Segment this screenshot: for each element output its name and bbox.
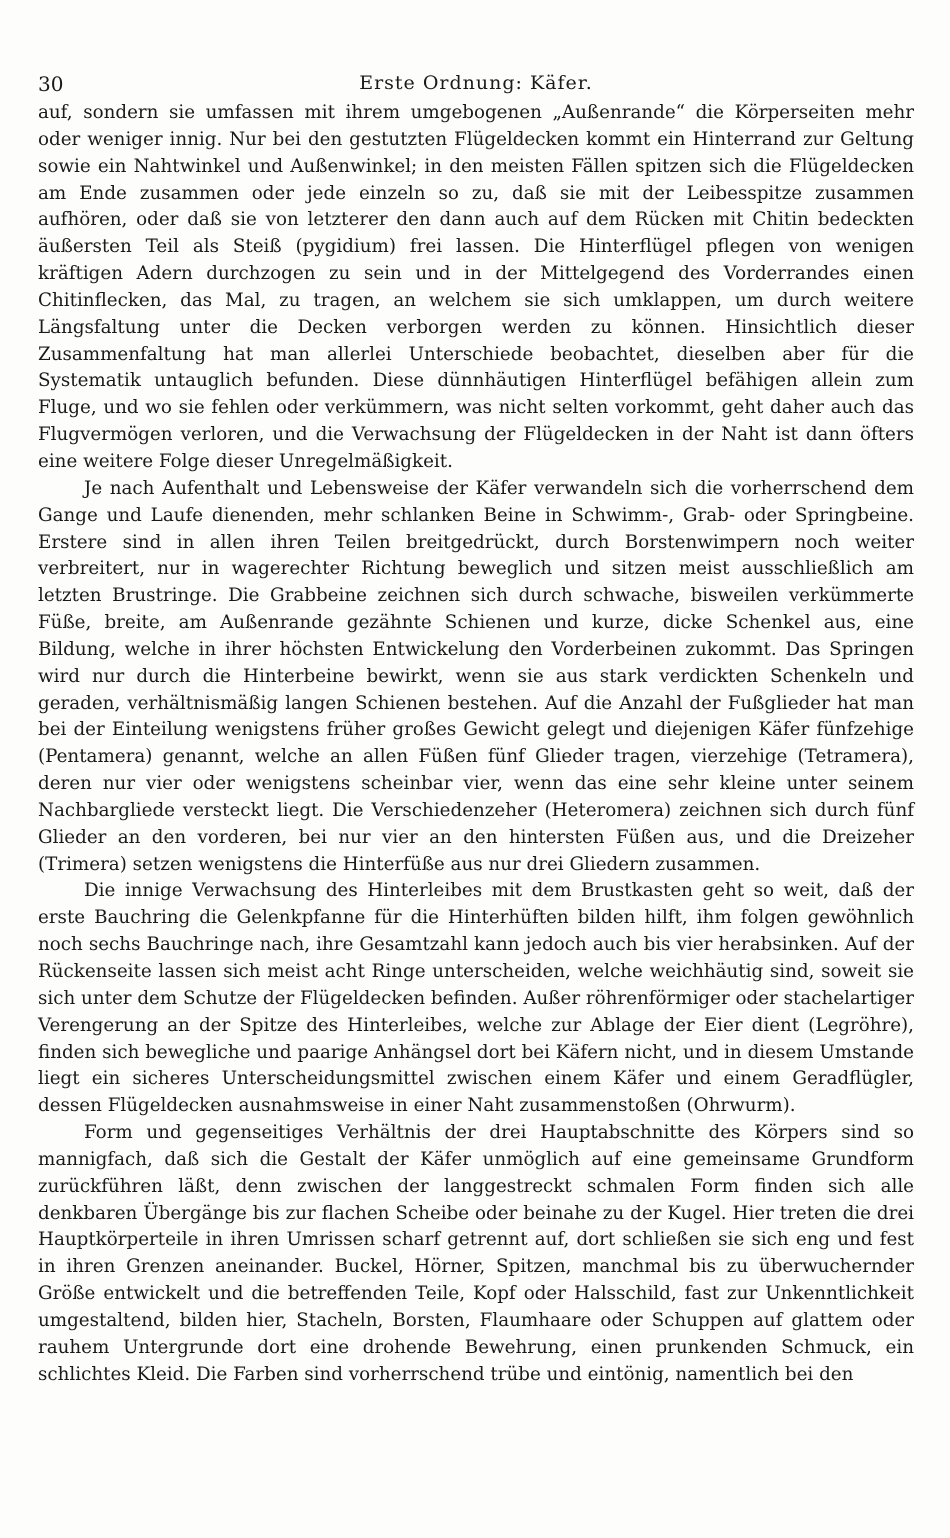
paragraph-continuation: auf, sondern sie umfassen mit ihrem umgebogenen „Außenrande“ die Körperseiten mehr oder weniger innig. Nur bei den gestutzten Flügeldecken kommt ein Hinterrand zur Geltung sowie ein Nahtwinkel und Außenwinkel; in den meisten Fällen spitzen sich die Flügeldecken am Ende zusammen oder jede einzeln so zu, daß sie mit der Leibesspitze zusammen aufhören, oder daß sie von letzterer den dann auch auf dem Rücken mit Chitin bedeckten äußersten Teil als Steiß (pygidium) frei lassen. Die Hinterflügel pflegen von wenigen kräftigen Adern durchzogen zu sein und in der Mittelgegend des Vorderrandes einen Chitinflecken, das Mal, zu tragen, an welchem sie sich umklappen, um durch weitere Längsfaltung unter die Decken verborgen werden zu können. Hinsichtlich dieser Zusammenfaltung hat man allerlei Unterschiede beobachtet, dieselben aber für die Systematik untauglich befunden. Diese dünnhäutigen Hinterflügel befähigen allein zum Fluge, und wo sie fehlen oder verkümmern, was nicht selten vorkommt, geht daher auch das Flugvermögen verloren, und die Verwachsung der Flügeldecken in der Naht ist dann öfters eine weitere Folge dieser Unregelmäßigkeit. — [38, 102, 914, 472]
paragraph-legs: Je nach Aufenthalt und Lebensweise der Käfer verwandeln sich die vorherrschend dem Gange und Laufe dienenden, mehr schlanken Beine in Schwimm-, Grab- oder Springbeine. Erstere sind in allen ihren Teilen breitgedrückt, durch Borstenwimpern noch weiter verbreitert, nur in wagerechter Richtung beweglich und sitzen meist ausschließlich am letzten Brustringe. Die Grabbeine zeichnen sich durch schwache, bisweilen verkümmerte Füße, breite, am Außenrande gezähnte Schienen und kurze, dicke Schenkel aus, eine Bildung, welche in ihrer höchsten Entwickelung den Vorderbeinen zukommt. Das Springen wird nur durch die Hinterbeine bewirkt, wenn sie aus stark verdickten Schenkeln und geraden, verhältnismäßig langen Schienen bestehen. Auf die Anzahl der Fußglieder hat man bei der Einteilung wenigstens früher großes Gewicht gelegt und diejenigen Käfer fünfzehige (Pentamera) genannt, welche an allen Füßen fünf Glieder tragen, vierzehige (Tetramera), deren nur vier oder wenigstens scheinbar vier, wenn das eine sehr kleine unter seinem Nachbargliede versteckt liegt. Die Verschiedenzeher (Heteromera) zeichnen sich durch fünf Glieder an den vorderen, bei nur vier an den hintersten Füßen aus, und die Dreizeher (Trimera) setzen wenigstens die Hinterfüße aus nur drei Gliedern zusammen. — [38, 477, 914, 875]
paragraph-abdomen: Die innige Verwachsung des Hinterleibes mit dem Brustkasten geht so weit, daß der erste Bauchring die Gelenkpfanne für die Hinterhüften bilden hilft, ihm folgen gewöhnlich noch sechs Bauchringe nach, ihre Gesamtzahl kann jedoch auch bis vier herabsinken. Auf der Rückenseite lassen sich meist acht Ringe unterscheiden, welche weichhäutig sind, soweit sie sich unter dem Schutze der Flügeldecken befinden. Außer röhrenförmiger oder stachelartiger Verengerung an der Spitze des Hinterleibes, welche zur Ablage der Eier dient (Legröhre), finden sich bewegliche und paarige Anhängsel dort bei Käfern nicht, und in diesem Umstande liegt ein sicheres Unterscheidungsmittel zwischen einem Käfer und einem Geradflügler, dessen Flügeldecken ausnahmsweise in einer Naht zusammenstoßen (Ohrwurm). — [38, 880, 914, 1117]
body-text — [38, 100, 914, 1389]
page-number: 30 — [38, 72, 64, 96]
chapter-title: Erste Ordnung: Käfer. — [359, 72, 593, 94]
paragraph-body-form: Form und gegenseitiges Verhältnis der drei Hauptabschnitte des Körpers sind so mannigfach, daß sich die Gestalt der Käfer unmöglich auf eine gemeinsame Grundform zurückführen läßt, denn zwischen der langgestreckt schmalen Form finden sich alle denkbaren Übergänge bis zur flachen Scheibe oder beinahe zu der Kugel. Hier treten die drei Hauptkörperteile in ihren Umrissen scharf getrennt auf, dort schließen sie sich eng und fest in ihren Grenzen aneinander. Buckel, Hörner, Spitzen, manchmal bis zu überwuchernder Größe entwickelt und die betreffenden Teile, Kopf oder Halsschild, fast zur Unkenntlichkeit umgestaltend, bilden hier, Stacheln, Borsten, Flaumhaare oder Schuppen auf glattem oder rauhem Untergrunde dort eine drohende Bewehrung, einen prunkenden Schmuck, ein schlichtes Kleid. Die Farben sind vorherrschend trübe und eintönig, namentlich bei den — [38, 1122, 914, 1385]
running-head — [38, 60, 914, 100]
book-page — [38, 60, 914, 1389]
